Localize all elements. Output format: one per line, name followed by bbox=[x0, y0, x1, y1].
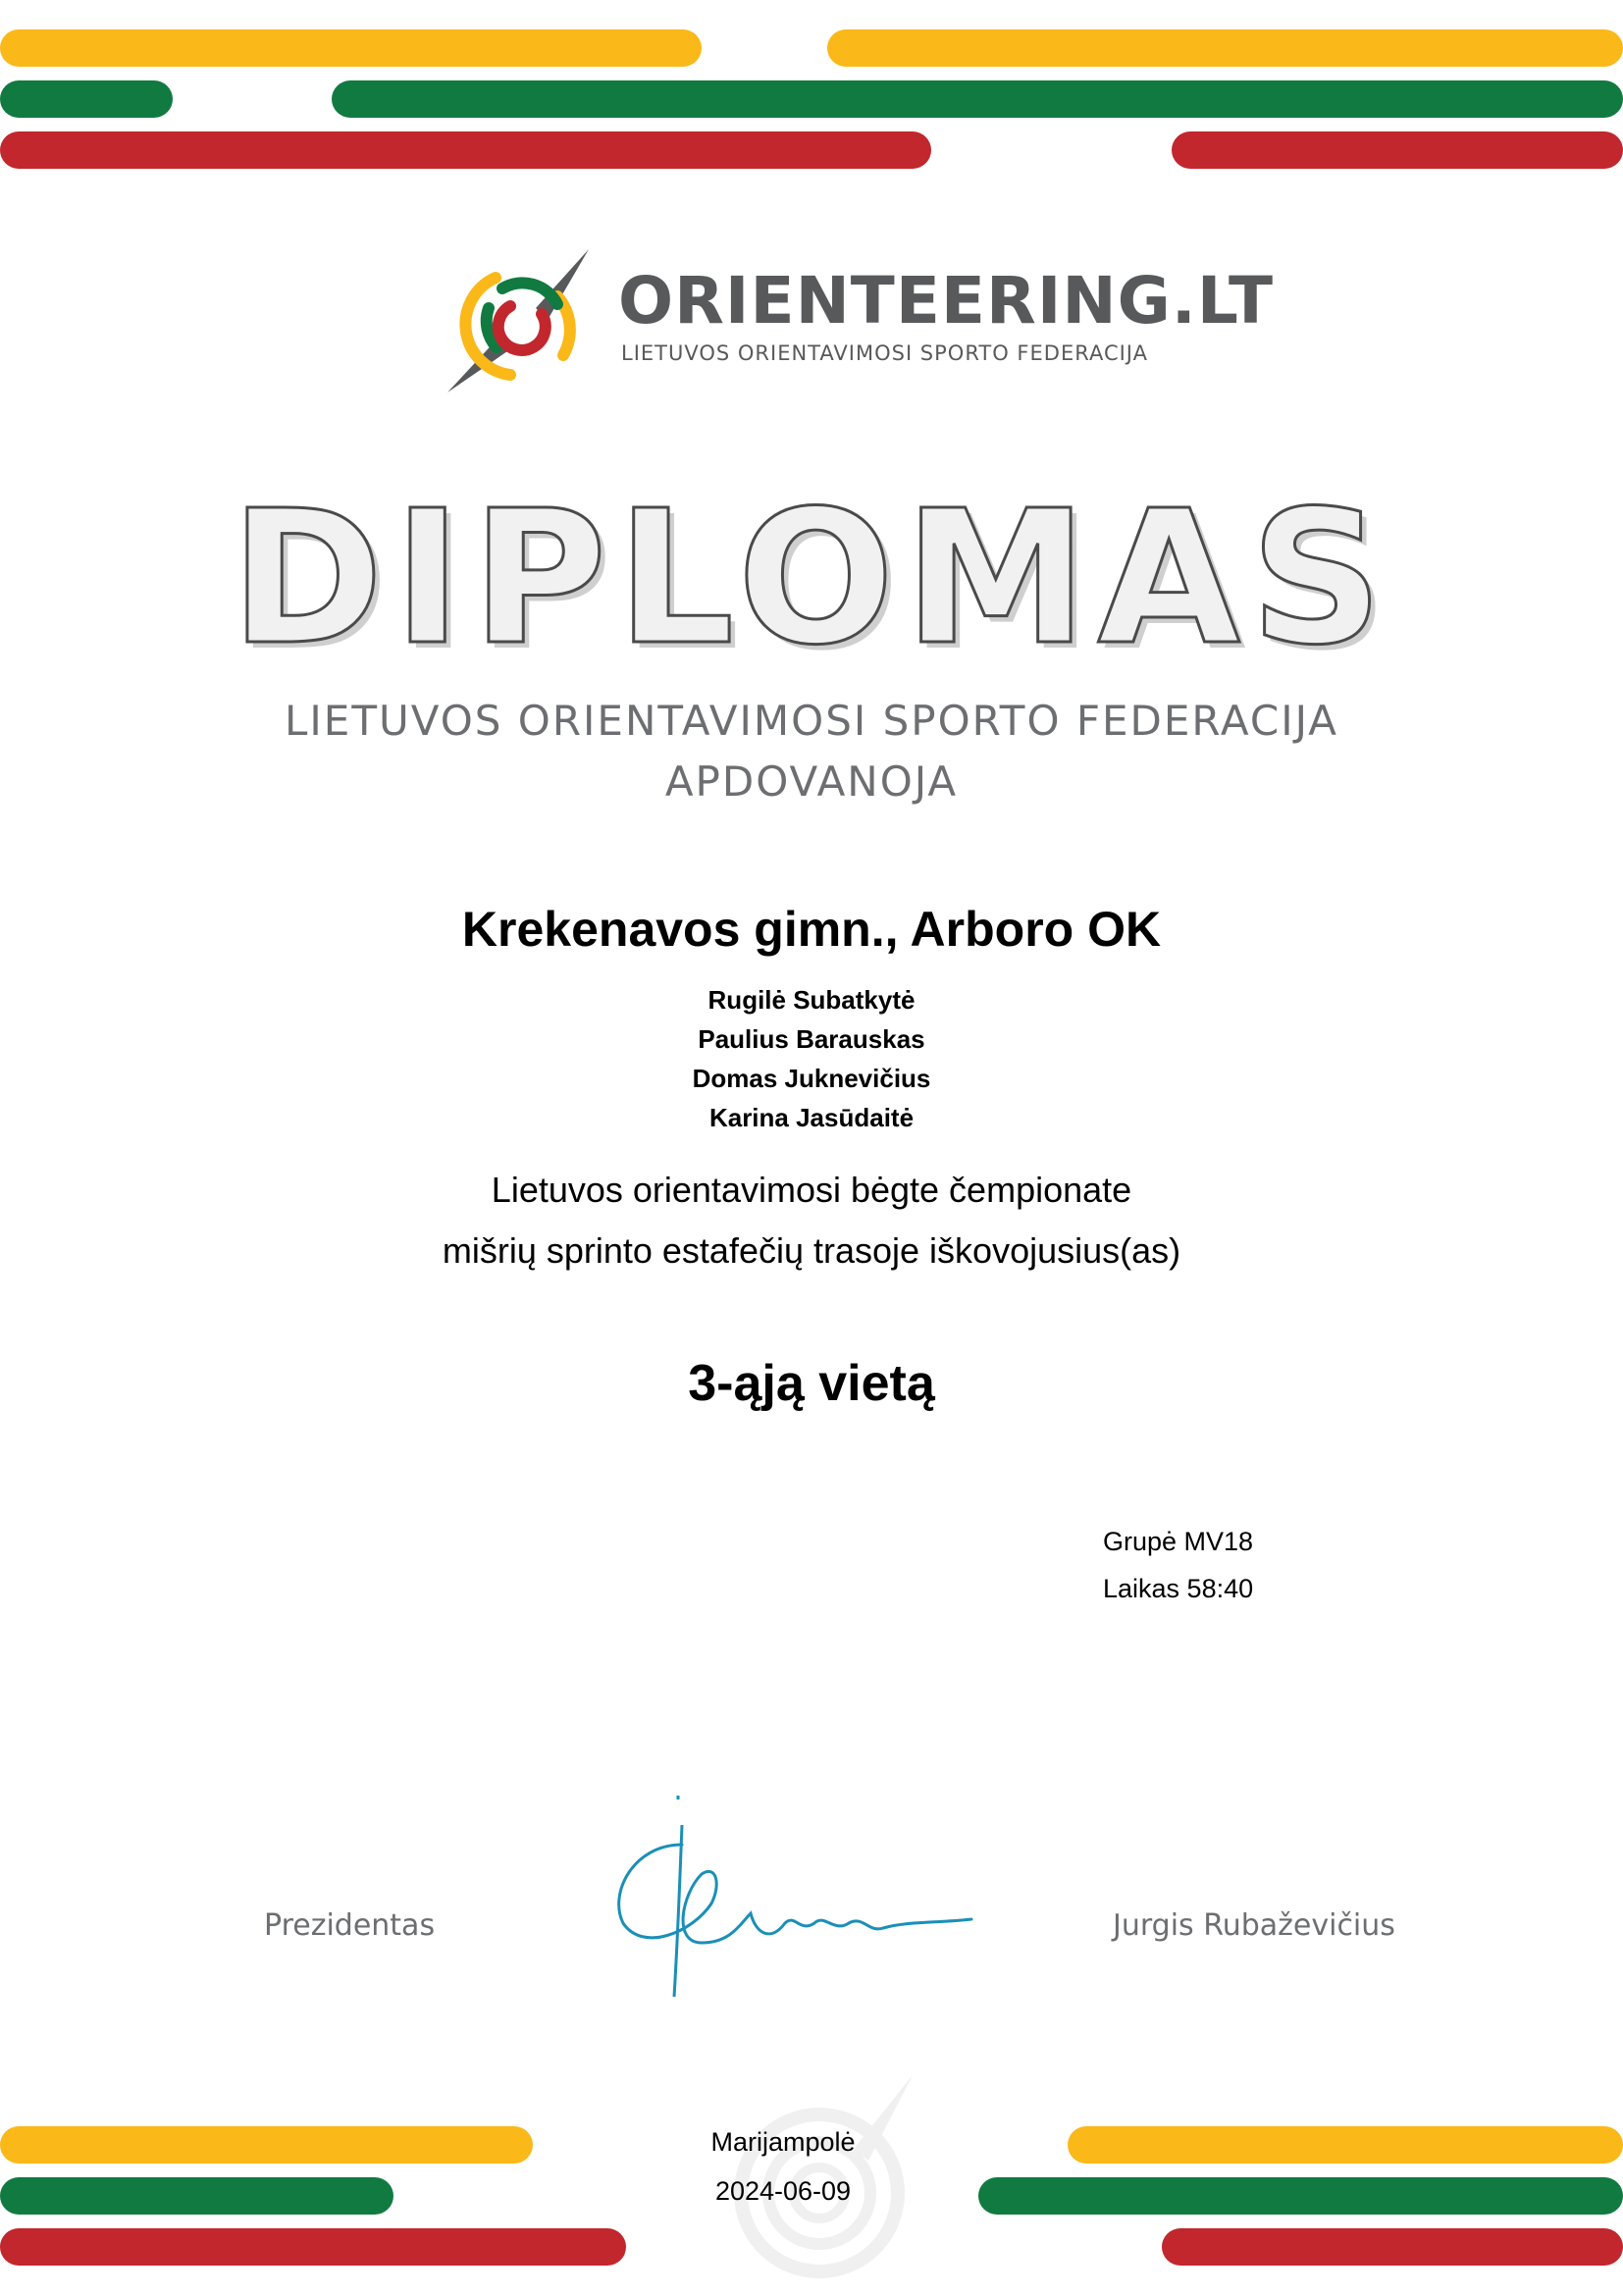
top-stripe-red-left bbox=[0, 131, 931, 169]
handwritten-signature bbox=[613, 1786, 976, 2002]
orienteering-compass-logo-icon bbox=[442, 245, 599, 402]
member-name: Karina Jasūdaitė bbox=[708, 1103, 915, 1132]
bottom-stripe-red-right bbox=[1162, 2228, 1623, 2266]
awarder-line-2: APDOVANOJA bbox=[664, 757, 959, 806]
top-stripe-green-left bbox=[0, 80, 173, 118]
top-stripe-green-right bbox=[332, 80, 1623, 118]
footer-city: Marijampolė bbox=[710, 2127, 856, 2157]
group-label: Grupė MV18 bbox=[1103, 1527, 1254, 1556]
footer-date: 2024-06-09 bbox=[714, 2176, 852, 2206]
time-label: Laikas 58:40 bbox=[1103, 1574, 1254, 1603]
awarder-line-1: LIETUVOS ORIENTAVIMOSI SPORTO FEDERACIJA bbox=[285, 697, 1338, 745]
logo bbox=[442, 245, 1275, 402]
top-stripe-yellow-left bbox=[0, 29, 702, 67]
diploma-title: DIPLOMAS bbox=[230, 471, 1393, 686]
signature-role: Prezidentas bbox=[264, 1908, 436, 1943]
logo-subtitle: LIETUVOS ORIENTAVIMOSI SPORTO FEDERACIJA bbox=[621, 341, 1148, 365]
description-line-1: Lietuvos orientavimosi bėgte čempionate bbox=[491, 1170, 1132, 1210]
place-award: 3-ąją vietą bbox=[688, 1355, 935, 1412]
signatory-name: Jurgis Rubaževičius bbox=[1113, 1908, 1395, 1943]
top-stripe-yellow-right bbox=[827, 29, 1623, 67]
bottom-stripe-red-left bbox=[0, 2228, 626, 2266]
member-name: Rugilė Subatkytė bbox=[707, 985, 916, 1015]
logo-title: ORIENTEERING.LT bbox=[618, 263, 1275, 339]
description-line-2: mišrių sprinto estafečių trasoje iškovojusius(as) bbox=[442, 1230, 1181, 1271]
top-stripe-red-right bbox=[1172, 131, 1623, 169]
member-name: Domas Juknevičius bbox=[692, 1064, 931, 1093]
member-name: Paulius Barauskas bbox=[698, 1024, 925, 1054]
team-name: Krekenavos gimn., Arboro OK bbox=[461, 902, 1162, 957]
